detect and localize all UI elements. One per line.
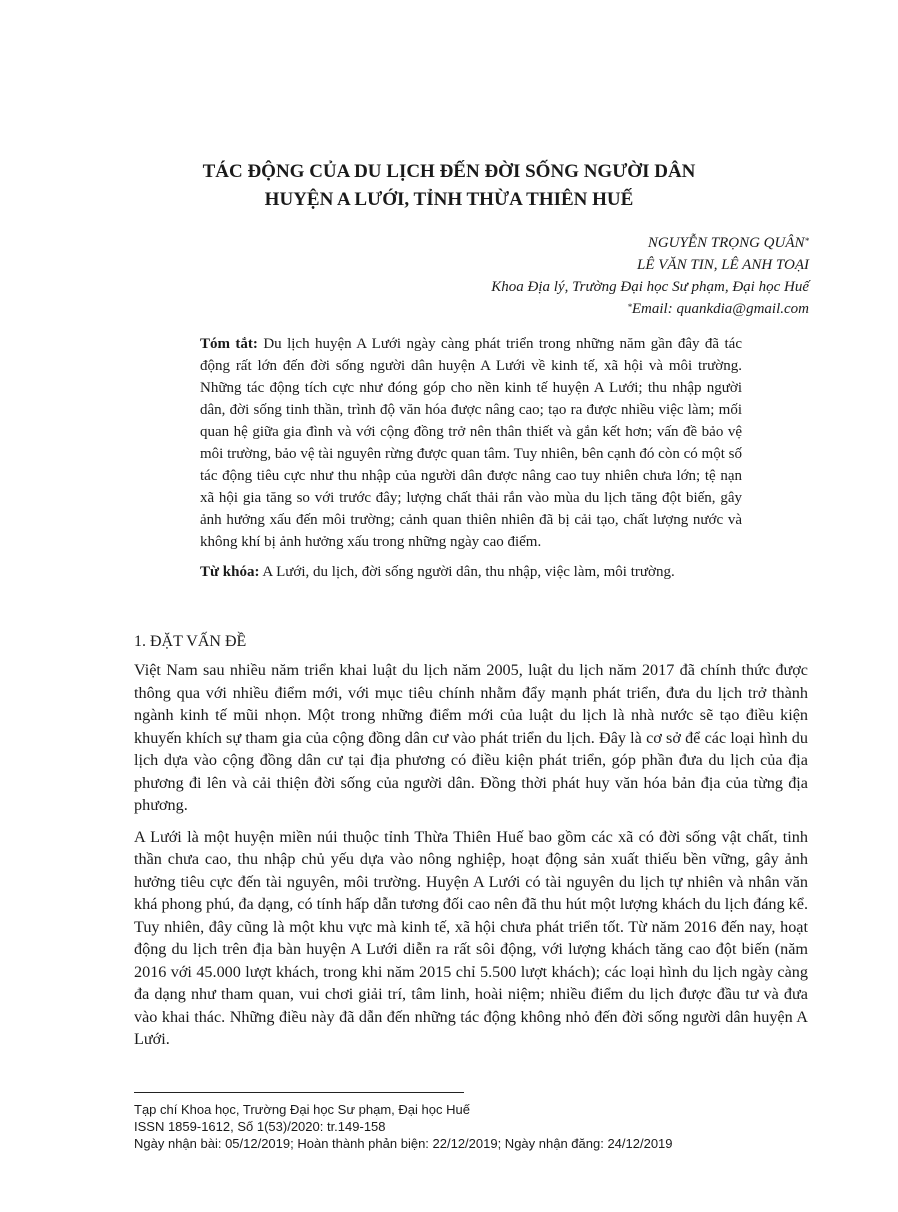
email-line: [491, 298, 809, 320]
footer-issn: ISSN 1859-1612, Số 1(53)/2020: tr.149-158: [134, 1119, 386, 1134]
primary-author: [491, 232, 809, 254]
journal-footer: [134, 1101, 673, 1152]
email: Email: quankdia@gmail.com: [631, 301, 809, 317]
keywords-paragraph: [200, 561, 742, 583]
body-paragraph-1: Việt Nam sau nhiều năm triển khai luật du lịch năm 2005, luật du lịch năm 2017 đã chính thức được thông qua với nhiều điểm mới, với mục tiêu chính nhằm đẩy mạnh phát triển, đưa du lịch trở thành ngành kinh tế mũi nhọn. Một trong những điểm mới của luật du lịch là nhà nước sẽ tạo điều kiện khuyến khích sự tham gia của cộng đồng dân cư vào phát triển du lịch. Đây là cơ sở để các loại hình du lịch dựa vào cộng đồng dân cư tại địa phương có điều kiện phát triển, góp phần đưa du lịch của địa phương đi lên và cải thiện đời sống của người dân. Đồng thời phát huy văn hóa bản địa của từng địa phương.: [134, 661, 808, 814]
abstract: [200, 333, 742, 583]
email-mark: *: [627, 302, 632, 312]
abstract-label: Tóm tắt:: [200, 336, 258, 352]
abstract-paragraph: [200, 333, 742, 553]
primary-author-name: NGUYỄN TRỌNG QUÂN: [647, 235, 805, 251]
coauthors: LÊ VĂN TIN, LÊ ANH TOẠI: [637, 257, 809, 273]
footnote-divider: [134, 1092, 464, 1093]
section-body: [134, 659, 808, 1060]
abstract-text: Du lịch huyện A Lưới ngày càng phát triển trong những năm gần đây đã tác động rất lớn đến đời sống người dân huyện A Lưới về kinh tế, xã hội và môi trường. Những tác động tích cực như đóng góp cho nền kinh tế huyện A Lưới; thu nhập người dân, đời sống tinh thần, trình độ văn hóa được nâng cao; tạo ra được nhiều việc làm; mối quan hệ giữa gia đình và với cộng đồng trở nên thân thiết và gắn kết hơn; vấn đề bảo vệ môi trường, bảo vệ tài nguyên rừng được quan tâm. Tuy nhiên, bên cạnh đó còn có một số tác động tiêu cực như thu nhập của người dân được nâng cao tuy nhiên chưa lớn; tệ nạn xã hội gia tăng so với trước đây; lượng chất thải rắn vào mùa du lịch tăng đột biến, gây ảnh hưởng xấu đến môi trường; cảnh quan thiên nhiên đã bị cải tạo, chất lượng nước và không khí bị ảnh hưởng xấu trong những ngày cao điểm.: [200, 336, 742, 550]
section-heading: 1. ĐẶT VẤN ĐỀ: [134, 633, 247, 650]
title-line-2: HUYỆN A LƯỚI, TỈNH THỪA THIÊN HUẾ: [264, 189, 634, 210]
body-paragraph-2: A Lưới là một huyện miền núi thuộc tỉnh Thừa Thiên Huế bao gồm các xã có đời sống vật chất, tinh thần chưa cao, thu nhập chủ yếu dựa vào nông nghiệp, hoạt động sản xuất thiếu bền vững, gây ảnh hưởng tiêu cực đến tài nguyên, môi trường. Huyện A Lưới có tài nguyên du lịch tự nhiên và nhân văn khá phong phú, đa dạng, có tính hấp dẫn tương đối cao nên đã thu hút một lượng khách du lịch đáng kể. Tuy nhiên, đây cũng là một khu vực mà kinh tế, xã hội chưa phát triển tốt. Từ năm 2016 đến nay, hoạt động du lịch trên địa bàn huyện A Lưới diễn ra rất sôi động, với lượng khách tăng cao đột biến (năm 2016 với 45.000 lượt khách, trong khi năm 2015 chỉ 5.500 lượt khách); các loại hình du lịch ngày càng đa dạng như tham quan, vui chơi giải trí, tâm linh, hoài niệm; nhiều điểm du lịch được đầu tư và đưa vào khai thác. Những điều này đã dẫn đến những tác động không nhỏ đến đời sống người dân huyện A Lưới.: [134, 827, 808, 1048]
primary-author-mark: *: [804, 236, 809, 246]
footer-journal: Tạp chí Khoa học, Trường Đại học Sư phạm, Đại học Huế: [134, 1102, 470, 1117]
footer-dates: Ngày nhận bài: 05/12/2019; Hoàn thành phản biện: 22/12/2019; Ngày nhận đăng: 24/12/2019: [134, 1136, 673, 1151]
keywords-text: A Lưới, du lịch, đời sống người dân, thu nhập, việc làm, môi trường.: [262, 564, 675, 580]
paper-title: [120, 158, 778, 214]
author-block: [491, 232, 809, 320]
title-line-1: TÁC ĐỘNG CỦA DU LỊCH ĐẾN ĐỜI SỐNG NGƯỜI DÂN: [202, 161, 696, 182]
keywords-label: Từ khóa:: [200, 564, 260, 580]
affiliation: Khoa Địa lý, Trường Đại học Sư phạm, Đại học Huế: [491, 279, 809, 295]
